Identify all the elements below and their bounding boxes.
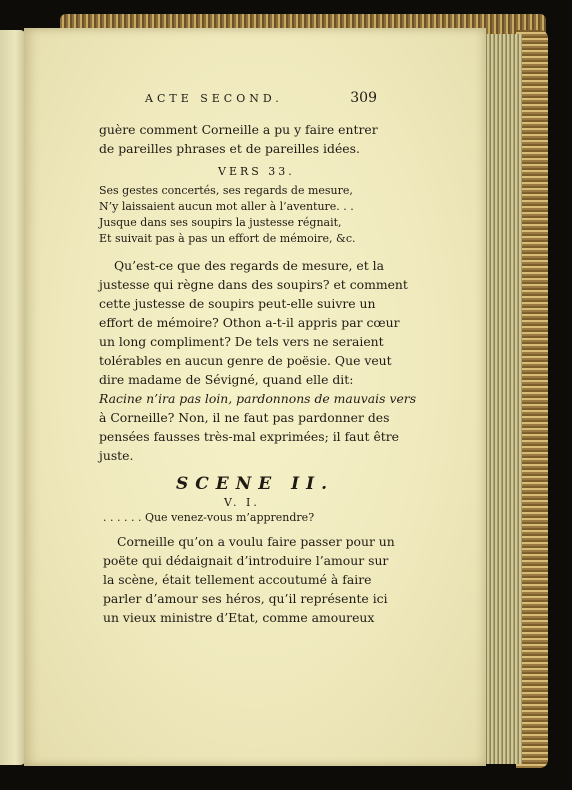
text-line: Qu’est-ce que des regards de mesure, et la [114,258,384,273]
text-line: poëte qui dédaignait d’introduire l’amour sur [103,553,389,568]
quote-line: Et suivait pas à pas un effort de mémoire, &c. [99,232,356,245]
text-line: de pareilles phrases et de pareilles idées. [99,141,360,156]
text-line: à Corneille? Non, il ne faut pas pardonner des [99,410,390,425]
text-line: effort de mémoire? Othon a-t-il appris par cœur [99,315,400,330]
quote-line: N’y laissaient aucun mot aller à l’aventure. . . [99,200,354,213]
text-line: Corneille qu’on a voulu faire passer pour un [117,534,395,549]
text-line: juste. [99,448,134,463]
text-line: Racine n’ira pas loin, pardonnons de mauvais vers [99,391,417,406]
page-number: 309 [350,90,377,106]
verse-number: V. I. [224,496,260,509]
verse-heading: VERS 33. [218,165,295,178]
text-line: la scène, était tellement accoutumé à faire [103,572,372,587]
text-line: justesse qui règne dans des soupirs? et comment [99,277,408,292]
scene-heading: SCENE II. [176,474,335,494]
text-line: cette justesse de soupirs peut-elle suivre un [99,296,376,311]
text-line: guère comment Corneille a pu y faire entrer [99,122,378,137]
text-line: pensées fausses très-mal exprimées; il faut être [99,429,400,444]
text-line: tolérables en aucun genre de poësie. Que veut [99,353,392,368]
text-line: un long compliment? De tels vers ne seraient [99,334,384,349]
text-line: un vieux ministre d’Etat, comme amoureux [103,610,375,625]
running-title: ACTE SECOND. [145,92,283,105]
quote-line: Ses gestes concertés, ses regards de mesure, [99,184,353,197]
quote-line: Jusque dans ses soupirs la justesse régnait, [99,216,342,229]
text-line: parler d’amour ses héros, qu’il représente ici [103,591,388,606]
text-line: dire madame de Sévigné, quand elle dit: [99,372,354,387]
text-line: . . . . . . Que venez-vous m’apprendre? [103,511,315,524]
